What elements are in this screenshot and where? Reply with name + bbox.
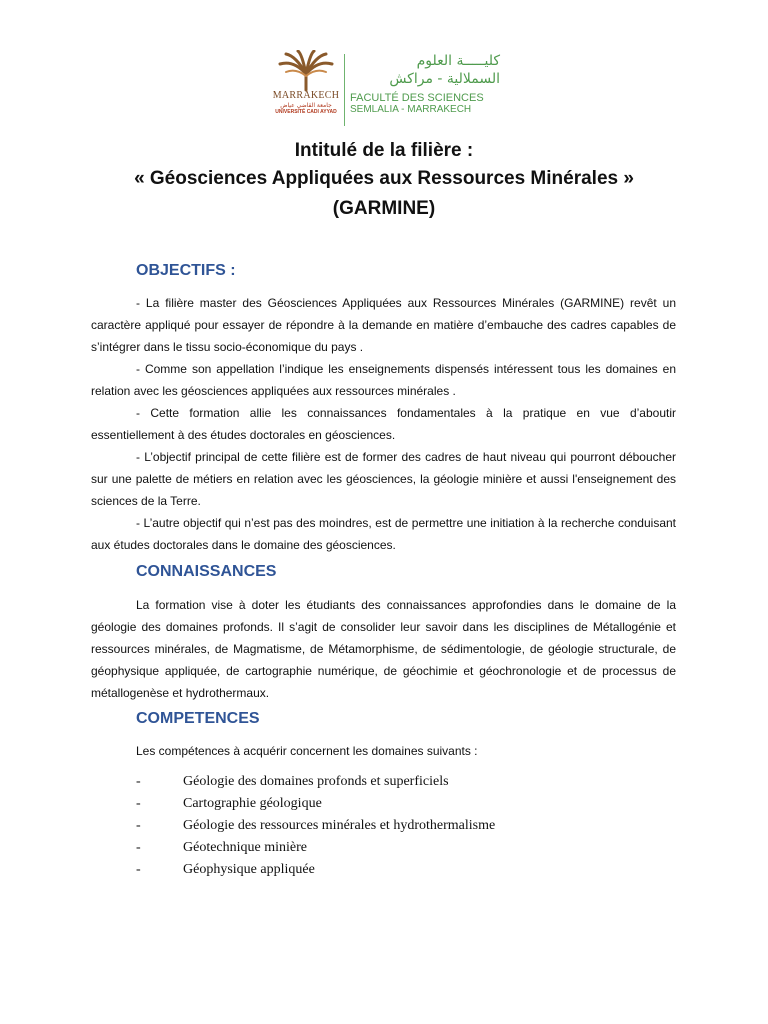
uca-university-name: UNIVERSITÉ CADI AYYAD xyxy=(275,109,337,115)
connaissances-heading: CONNAISSANCES xyxy=(136,563,277,580)
document-title-line-2: « Géosciences Appliquées aux Ressources Minérales » xyxy=(134,168,634,189)
logo-separator xyxy=(344,54,345,126)
objectifs-heading: OBJECTIFS : xyxy=(136,262,236,279)
list-item-text: Géotechnique minière xyxy=(183,840,308,855)
objectifs-paragraph-2: - Comme son appellation l’indique les enseignements dispensés intéressent tous les domaines en relation avec les géosciences appliquées aux ressources minérales . xyxy=(91,362,676,398)
list-item xyxy=(136,815,495,837)
competences-heading: COMPETENCES xyxy=(136,710,260,727)
faculty-name-french-1: FACULTÉ DES SCIENCES xyxy=(350,92,484,104)
document-title-line-3: (GARMINE) xyxy=(332,198,436,219)
list-item-text: Cartographie géologique xyxy=(183,796,322,811)
document-title-line-1: Intitulé de la filière : xyxy=(294,140,474,161)
list-item xyxy=(136,793,495,815)
faculty-name-arabic-1: كليـــــة العلوم xyxy=(416,53,500,69)
palm-tree-icon xyxy=(276,50,336,92)
list-item-text: Géophysique appliquée xyxy=(183,862,315,877)
objectifs-paragraph-3: - Cette formation allie les connaissances fondamentales à la pratique en vue d’aboutir essentiellement à des études doctorales en géosciences. xyxy=(91,406,676,442)
bullet-dash: - xyxy=(136,840,141,855)
uca-university-arabic: جامعة القاضي عياض xyxy=(280,102,332,109)
bullet-dash: - xyxy=(136,796,141,811)
objectifs-paragraph-4: - L’objectif principal de cette filière est de former des cadres de haut niveau qui pourront déboucher sur une palette de métiers en relation avec les géosciences, la géologie minière et aussi l'enseignement des sciences de la Terre. xyxy=(91,450,676,508)
uca-city-name: MARRAKECH xyxy=(272,90,340,101)
list-item xyxy=(136,859,495,881)
list-item xyxy=(136,771,495,793)
faculty-name-french-2: SEMLALIA - MARRAKECH xyxy=(350,104,472,115)
list-item-text: Géologie des domaines profonds et superficiels xyxy=(183,774,449,789)
bullet-dash: - xyxy=(136,818,141,833)
objectifs-paragraph-1: - La filière master des Géosciences Appliquées aux Ressources Minérales (GARMINE) revêt un caractère appliqué pour essayer de répondre à la demande en matière d’embauche des cadres capables de s’intégrer dans le tissu socio-économique du pays . xyxy=(91,296,676,354)
bullet-dash: - xyxy=(136,862,141,877)
objectifs-paragraph-5: - L’autre objectif qui n’est pas des moindres, est de permettre une initiation à la recherche conduisant aux études doctorales dans le domaine des géosciences. xyxy=(91,516,676,552)
faculty-logo xyxy=(350,52,500,115)
list-item-text: Géologie des ressources minérales et hydrothermalisme xyxy=(183,818,496,833)
list-item xyxy=(136,837,495,859)
bullet-dash: - xyxy=(136,774,141,789)
connaissances-paragraph: La formation vise à doter les étudiants des connaissances approfondies dans le domaine de la géologie des domaines profonds. Il s’agit de consolider leur savoir dans les disciplines de Métallogénie et ressources minérales, de Magmatisme, de Métamorphisme, de sédimentologie, de géologie structurale, de géophysique appliquée, de cartographie numérique, de géochimie et géochronologie et de processus de métallogenèse et hydrothermaux. xyxy=(91,598,676,700)
faculty-name-arabic-2: السملالية - مراكش xyxy=(389,71,500,87)
competences-intro: Les compétences à acquérir concernent les domaines suivants : xyxy=(136,744,478,758)
competences-list xyxy=(136,771,495,881)
cadi-ayyad-logo xyxy=(268,50,344,132)
header-logos xyxy=(268,50,498,132)
